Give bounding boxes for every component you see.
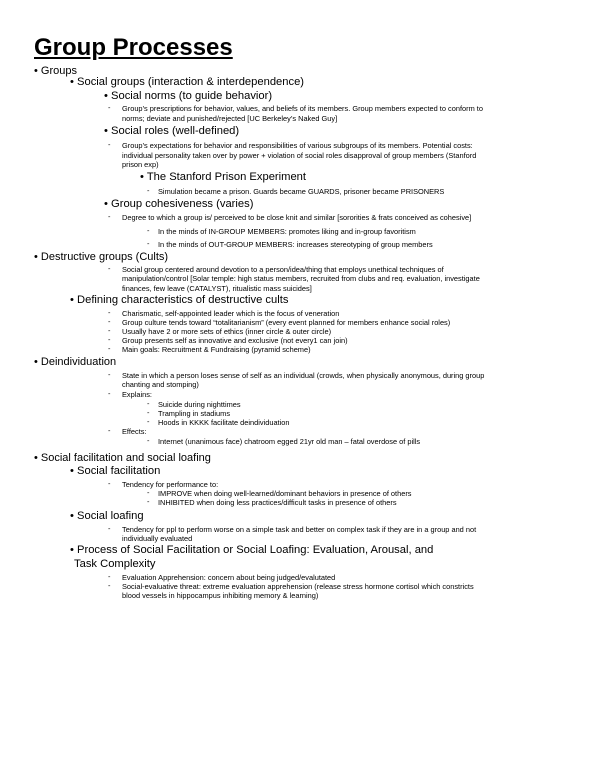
text-line: Simulation became a prison. Guards became GUARDS, prisoner became PRISONERS	[158, 187, 445, 196]
dash-marker: -	[108, 370, 111, 379]
dash-marker: -	[147, 399, 150, 408]
text-line: blood vessels in hippocampus inhibiting memory & learning)	[122, 591, 319, 600]
text-line: individually evaluated	[122, 534, 193, 543]
text-line: Suicide during nighttimes	[158, 400, 241, 409]
text-line: State in which a person loses sense of self as an individual (crowds, when physically anonymous, during group	[122, 371, 485, 380]
dash-marker: -	[108, 572, 111, 581]
text-line: prison exp)	[122, 160, 159, 169]
dash-marker: -	[147, 408, 150, 417]
dash-marker: -	[147, 488, 150, 497]
text-line: Internet (unanimous face) chatroom egged 21yr old man – fatal overdose of pills	[158, 437, 421, 446]
dash-marker: -	[147, 239, 150, 248]
bullet-heading: • Social facilitation and social loafing	[34, 452, 211, 464]
bullet-heading: • Deindividuation	[34, 356, 117, 368]
dash-marker: -	[108, 344, 111, 353]
text-line: Trampling in stadiums	[158, 409, 231, 418]
text-line: Group’s expectations for behavior and responsibilities of various subgroups of its members. Potential costs:	[122, 141, 473, 150]
text-line: Group’s prescriptions for behavior, values, and beliefs of its members. Group members expected to conform to	[122, 104, 483, 113]
text-line: chanting and stomping)	[122, 380, 199, 389]
text-line: Degree to which a group is/ perceived to be close knit and similar [sororities & frats conceived as cohesive]	[122, 213, 472, 222]
bullet-heading: • Social groups (interaction & interdependence)	[70, 76, 305, 88]
dash-marker: -	[108, 389, 111, 398]
text-line: IMPROVE when doing well-learned/dominant behaviors in presence of others	[158, 489, 412, 498]
dash-marker: -	[108, 264, 111, 273]
text-line: Social-evaluative threat: extreme evaluation apprehension (release stress hormone cortisol which constricts	[122, 582, 474, 591]
bullet-heading: • Social norms (to guide behavior)	[104, 90, 273, 102]
text-line: Usually have 2 or more sets of ethics (inner circle & outer circle)	[122, 327, 332, 336]
bullet-heading: • Social roles (well-defined)	[104, 125, 240, 137]
bullet-heading: • Social loafing	[70, 510, 144, 522]
page-title: Group Processes	[34, 34, 233, 61]
text-line: Social group centered around devotion to a person/idea/thing that employs unethical techniques of	[122, 265, 444, 274]
dash-marker: -	[108, 581, 111, 590]
text-line: Tendency for performance to:	[122, 480, 219, 489]
bullet-heading: • Group cohesiveness (varies)	[104, 198, 254, 210]
text-line: Task Complexity	[74, 558, 156, 570]
dash-marker: -	[147, 186, 150, 195]
text-line: Charismatic, self-appointed leader which is the focus of veneration	[122, 309, 340, 318]
text-line: Explains:	[122, 390, 152, 399]
text-line: In the minds of OUT-GROUP MEMBERS: increases stereotyping of group members	[158, 240, 433, 249]
dash-marker: -	[108, 479, 111, 488]
dash-marker: -	[147, 226, 150, 235]
dash-marker: -	[108, 140, 111, 149]
bullet-heading: • Process of Social Facilitation or Social Loafing: Evaluation, Arousal, and	[70, 544, 434, 556]
bullet-heading: • Defining characteristics of destructive cults	[70, 294, 289, 306]
text-line: finances, few leave (CATALYST), ritualistic mass suicides]	[122, 284, 312, 293]
dash-marker: -	[108, 317, 111, 326]
dash-marker: -	[108, 524, 111, 533]
text-line: INHIBITED when doing less practices/difficult tasks in presence of others	[158, 498, 397, 507]
text-line: Effects:	[122, 427, 147, 436]
text-line: Tendency for ppl to perform worse on a simple task and better on complex task if they are in a group and not	[122, 525, 477, 534]
text-line: individual personality taken over by power + violation of social roles disapproval of group members (Stanford	[122, 151, 477, 160]
text-line: norms; deviate and punished/rejected [UC Berkeley’s Naked Guy]	[122, 114, 338, 123]
text-line: Group presents self as innovative and exclusive (not every1 can join)	[122, 336, 348, 345]
text-line: manipulation/control [Solar temple: high status members, recruited from clubs and req. evaluation, investigate	[122, 274, 480, 283]
text-line: Main goals: Recruitment & Fundraising (pyramid scheme)	[122, 345, 311, 354]
dash-marker: -	[147, 497, 150, 506]
text-line: Hoods in KKKK facilitate deindividuation	[158, 418, 290, 427]
bullet-heading: • Social facilitation	[70, 465, 161, 477]
dash-marker: -	[108, 426, 111, 435]
dash-marker: -	[108, 308, 111, 317]
dash-marker: -	[147, 417, 150, 426]
text-line: Group culture tends toward “totalitarianism” (every event planned for members enhance social roles)	[122, 318, 451, 327]
text-line: In the minds of IN-GROUP MEMBERS: promotes liking and in-group favoritism	[158, 227, 416, 236]
dash-marker: -	[108, 335, 111, 344]
bullet-heading: • Groups	[34, 65, 77, 77]
text-line: Evaluation Apprehension: concern about being judged/evalutated	[122, 573, 336, 582]
dash-marker: -	[147, 436, 150, 445]
dash-marker: -	[108, 212, 111, 221]
bullet-heading: • Destructive groups (Cults)	[34, 251, 169, 263]
bullet-heading: • The Stanford Prison Experiment	[140, 171, 307, 183]
dash-marker: -	[108, 326, 111, 335]
dash-marker: -	[108, 103, 111, 112]
